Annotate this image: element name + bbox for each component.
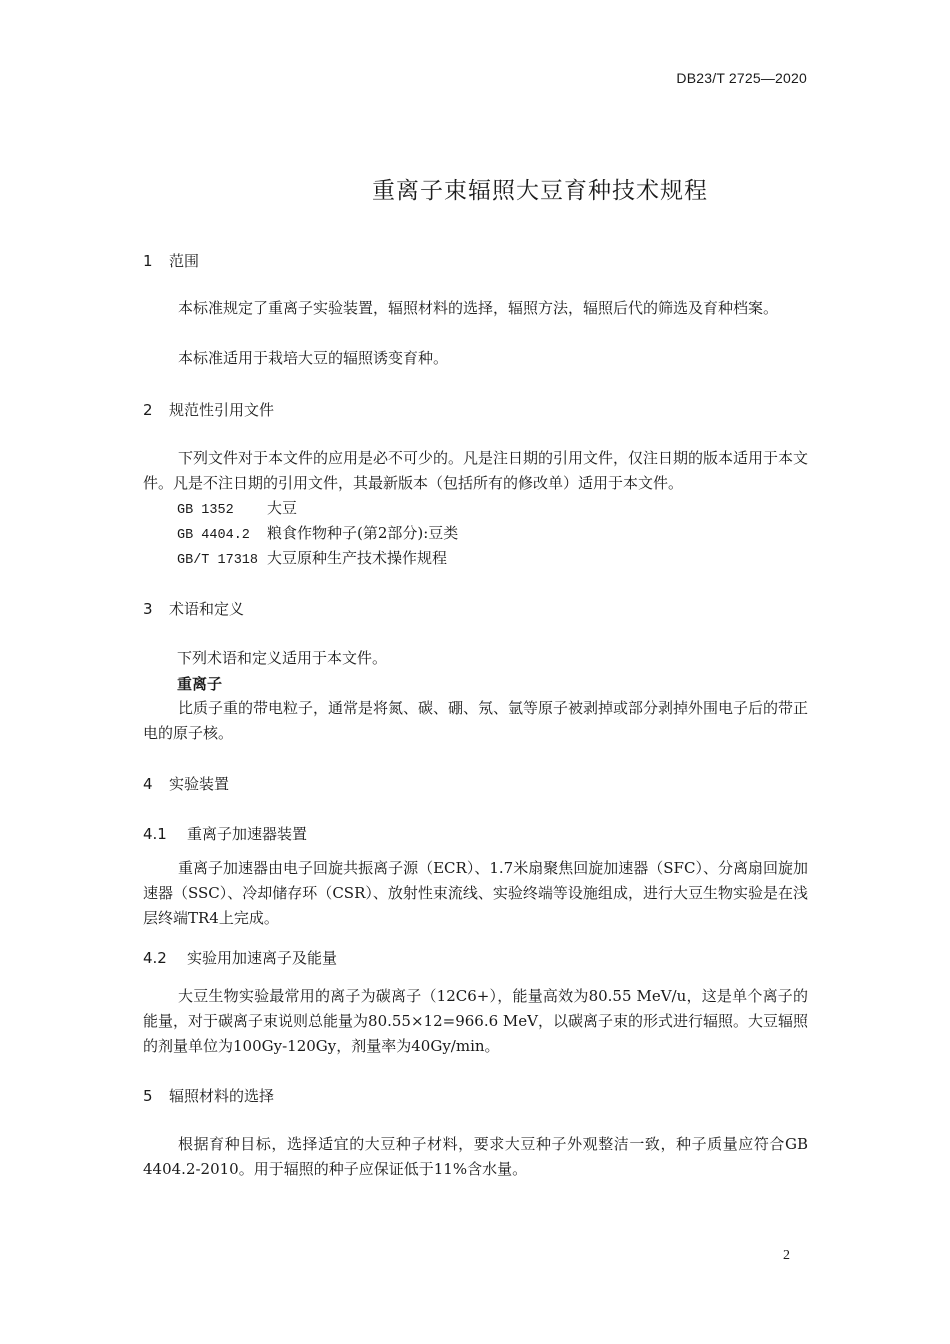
normative-reference [177,496,297,523]
section-5-heading [143,1085,274,1106]
section-title: 辐照材料的选择 [169,1087,275,1105]
section-4-2-paragraph: 大豆生物实验最常用的离子为碳离子（12C6+），能量高效为80.55 MeV/u，这是单个离子的能量，对于碳离子束说则总能量为80.55×12=966.6 MeV，以碳离子束的形式进行辐照。大豆辐照的剂量单位为100Gy-120Gy，剂量率为40Gy/min。 [143,987,808,1055]
section-title: 范围 [169,252,200,270]
section-title: 重离子加速器装置 [187,825,308,843]
section-2-heading [143,399,274,420]
reference-title: 大豆原种生产技术操作规程 [267,549,448,567]
reference-title: 粮食作物种子(第2部分):豆类 [267,524,459,542]
page-number: 2 [783,1248,790,1263]
section-number: 1 [143,252,153,270]
normative-reference [177,546,447,573]
section-1-paragraph-1: 本标准规定了重离子实验装置，辐照材料的选择，辐照方法，辐照后代的筛选及育种档案。 [178,299,779,317]
term-definition: 比质子重的带电粒子，通常是将氮、碳、硼、氖、氩等原子被剥掉或部分剥掉外围电子后的带正电的原子核。 [143,699,809,742]
section-title: 实验装置 [169,775,230,793]
section-number: 4.1 [143,825,167,843]
section-title: 实验用加速离子及能量 [187,949,338,967]
document-title: 重离子束辐照大豆育种技术规程 [372,178,708,204]
reference-code: GB/T 17318 [177,553,259,568]
section-1-paragraph-2: 本标准适用于栽培大豆的辐照诱变育种。 [178,349,449,367]
section-4-heading [143,773,229,794]
reference-title: 大豆 [267,499,298,517]
standard-number: DB23/T 2725—2020 [676,70,807,86]
section-2-paragraph-1: 下列文件对于本文件的应用是必不可少的。凡是注日期的引用文件，仅注日期的版本适用于本文件。凡是不注日期的引用文件，其最新版本（包括所有的修改单）适用于本文件。 [143,449,809,492]
section-1-heading [143,250,199,271]
section-number: 5 [143,1087,153,1105]
section-number: 2 [143,401,153,419]
reference-code: GB 1352 [177,503,234,518]
section-number: 4 [143,775,153,793]
section-3-intro: 下列术语和定义适用于本文件。 [177,649,388,667]
section-title: 术语和定义 [169,600,245,618]
section-3-heading [143,598,244,619]
section-number: 3 [143,600,153,618]
reference-code: GB 4404.2 [177,528,250,543]
section-5-paragraph: 根据育种目标，选择适宜的大豆种子材料，要求大豆种子外观整洁一致，种子质量应符合GB 4404.2-2010。用于辐照的种子应保证低于11%含水量。 [143,1135,808,1178]
section-4-2-heading [143,947,337,968]
section-title: 规范性引用文件 [169,401,275,419]
section-number: 4.2 [143,949,167,967]
section-4-1-paragraph: 重离子加速器由电子回旋共振离子源（ECR）、1.7米扇聚焦回旋加速器（SFC）、分离扇回旋加速器（SSC）、冷却储存环（CSR）、放射性束流线、实验终端等设施组成，进行大豆生物实验是在浅层终端TR4上完成。 [143,859,808,927]
normative-reference [177,521,458,548]
term-heavy-ion: 重离子 [177,675,223,693]
section-4-1-heading [143,823,307,844]
